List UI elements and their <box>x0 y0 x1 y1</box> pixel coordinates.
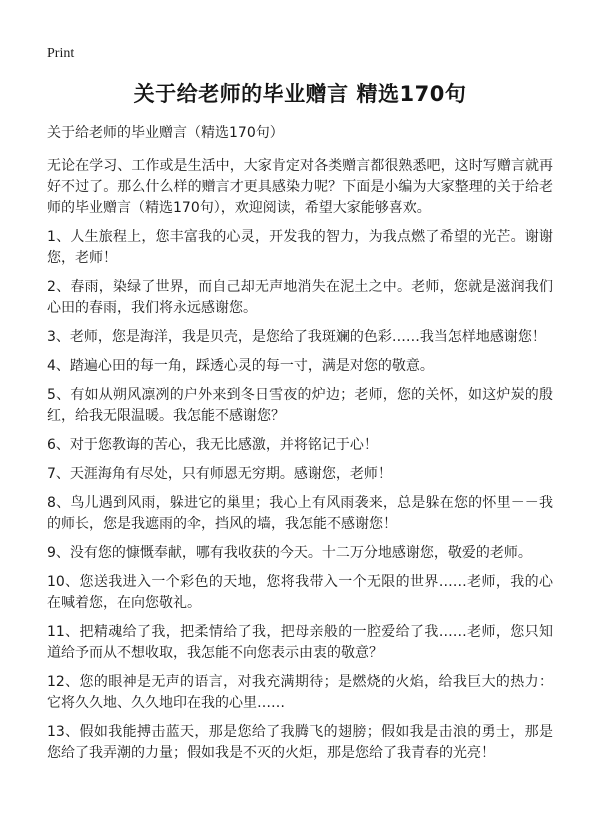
message-item-1: 1、人生旅程上，您丰富我的心灵，开发我的智力，为我点燃了希望的光芒。谢谢您，老师！ <box>47 229 553 266</box>
message-item-2: 2、春雨，染绿了世界，而自己却无声地消失在泥土之中。老师，您就是滋润我们心田的春雨，我们将永远感谢您。 <box>47 279 553 316</box>
message-item-9: 9、没有您的慷慨奉献，哪有我收获的今天。十二万分地感谢您，敬爱的老师。 <box>47 545 532 561</box>
message-item-5: 5、有如从朔风凛冽的户外来到冬日雪夜的炉边；老师，您的关怀，如这炉炭的殷红，给我无限温暖。我怎能不感谢您？ <box>47 387 553 424</box>
message-item-12: 12、您的眼神是无声的语言，对我充满期待；是燃烧的火焰，给我巨大的热力：它将久久地、久久地印在我的心里…… <box>47 674 553 711</box>
message-item-6: 6、对于您教诲的苦心，我无比感激，并将铭记于心！ <box>47 437 378 453</box>
print-link[interactable]: Print <box>47 46 75 61</box>
message-item-7: 7、天涯海角有尽处，只有师恩无穷期。感谢您，老师！ <box>47 466 392 482</box>
message-item-10: 10、您送我进入一个彩色的天地，您将我带入一个无限的世界……老师，我的心在喊着您，在向您敬礼。 <box>47 574 553 611</box>
message-item-11: 11、把精魂给了我，把柔情给了我，把母亲般的一腔爱给了我……老师，您只知道给予而从不想收取，我怎能不向您表示由衷的敬意？ <box>47 624 553 661</box>
message-item-8: 8、鸟儿遇到风雨，躲进它的巢里；我心上有风雨袭来，总是躲在您的怀里－－我的师长，您是我遮雨的伞，挡风的墙，我怎能不感谢您！ <box>47 495 553 532</box>
message-item-3: 3、老师，您是海洋，我是贝壳，是您给了我斑斓的色彩……我当怎样地感谢您！ <box>47 329 546 345</box>
message-item-13: 13、假如我能搏击蓝天，那是您给了我腾飞的翅膀；假如我是击浪的勇士，那是您给了我弄潮的力量；假如我是不灭的火炬，那是您给了我青春的光亮！ <box>47 724 553 761</box>
document-body <box>47 156 553 764</box>
intro-paragraph: 无论在学习、工作或是生活中，大家肯定对各类赠言都很熟悉吧，这时写赠言就再好不过了。那么什么样的赠言才更具感染力呢？下面是小编为大家整理的关于给老师的毕业赠言（精选170句），欢迎阅读，希望大家能够喜欢。 <box>47 158 553 216</box>
page-title: 关于给老师的毕业赠言 精选170句 <box>133 82 467 106</box>
doc-subtitle: 关于给老师的毕业赠言（精选170句） <box>47 125 284 141</box>
message-item-4: 4、踏遍心田的每一角，踩透心灵的每一寸，满是对您的敬意。 <box>47 358 434 374</box>
